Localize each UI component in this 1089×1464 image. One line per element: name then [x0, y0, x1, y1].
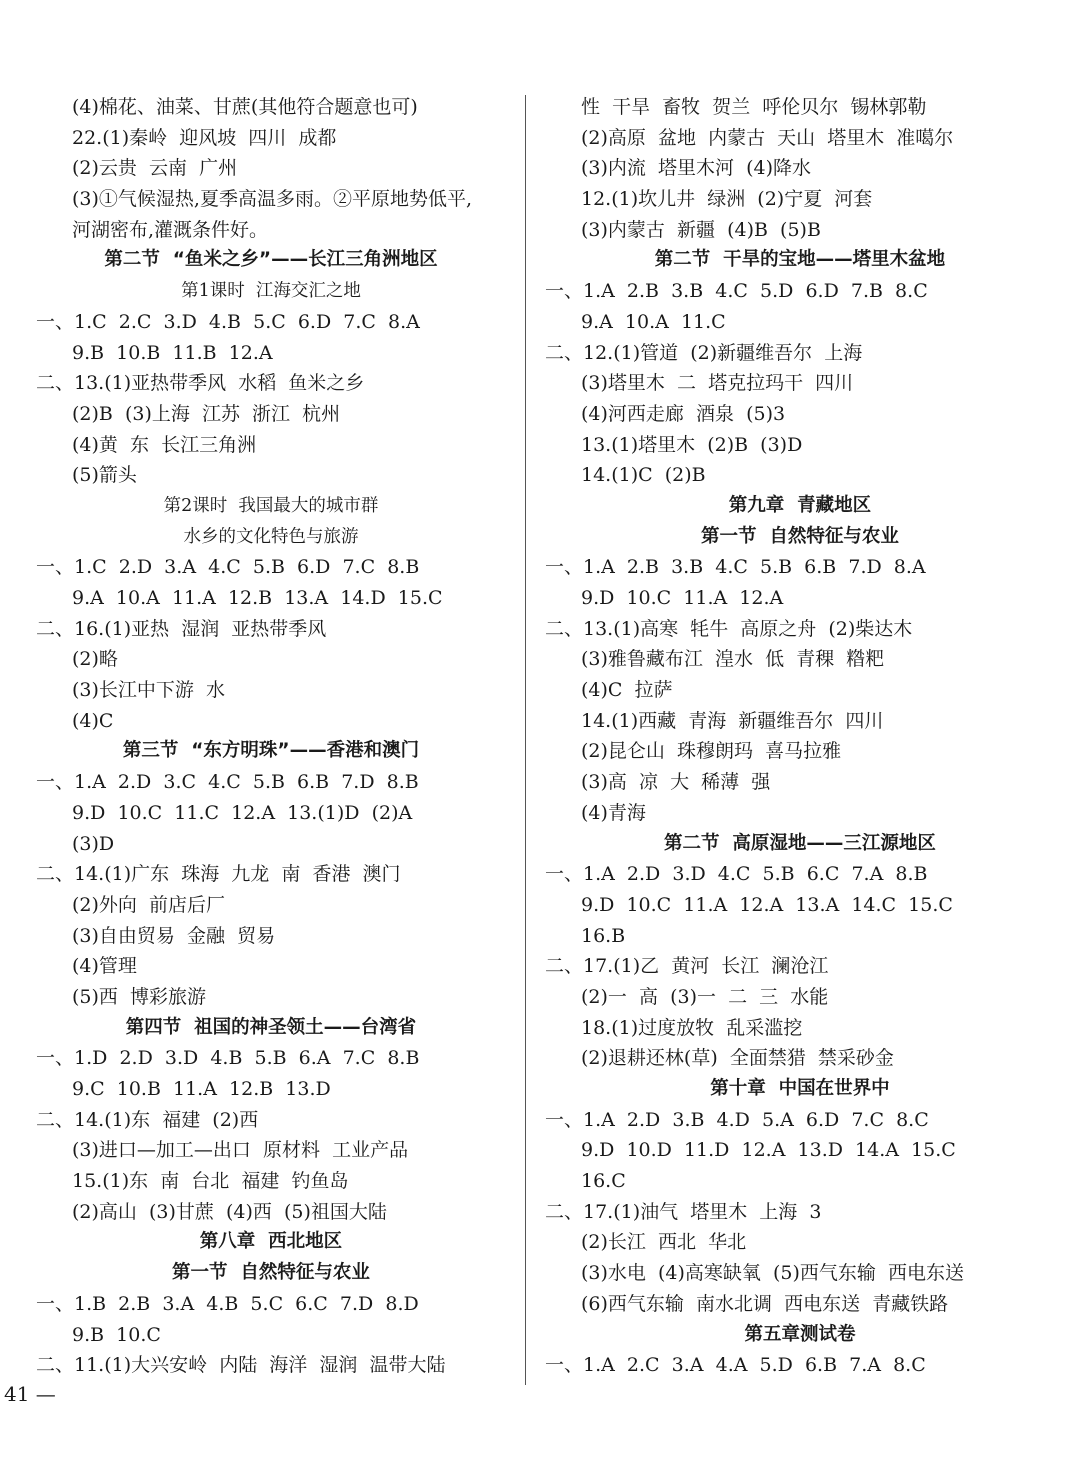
section-heading: 第十章 中国在世界中 [710, 1078, 890, 1099]
answer-line: 14.(1)C (2)B [581, 464, 706, 487]
answer-line: (2)B (3)上海 江苏 浙江 杭州 [72, 402, 341, 425]
answer-line: 性 干旱 畜牧 贺兰 呼伦贝尔 锡林郭勒 [581, 96, 927, 118]
answer-line: (2)高原 盆地 内蒙古 天山 塔里木 准噶尔 [581, 126, 954, 149]
answer-line: 一、1.A 2.B 3.B 4.C 5.D 6.D 7.B 8.C [545, 280, 928, 303]
right-column [545, 92, 1055, 1381]
left-column [36, 92, 506, 1381]
answer-line: 9.A 10.A 11.C [581, 310, 726, 333]
answer-line: (3)雅鲁藏布江 湟水 低 青稞 糌粑 [581, 648, 885, 671]
answer-line: 9.D 10.C 11.C 12.A 13.(1)D (2)A [72, 801, 413, 824]
answer-line: 二、11.(1)大兴安岭 内陆 海洋 湿润 温带大陆 [36, 1354, 446, 1377]
answer-line: (4)河西走廊 酒泉 (5)3 [581, 402, 786, 425]
answer-line: (4)黄 东 长江三角洲 [72, 433, 257, 456]
answer-line: (2)外向 前店后厂 [72, 893, 225, 916]
answer-line: 12.(1)坎儿井 绿洲 (2)宁夏 河套 [581, 188, 873, 211]
answer-line: (2)退耕还林(草) 全面禁猎 禁采砂金 [581, 1047, 894, 1070]
answer-line: 二、12.(1)管道 (2)新疆维吾尔 上海 [545, 341, 863, 364]
lesson-heading: 第1课时 江海交汇之地 [181, 281, 361, 302]
answer-line: (2)云贵 云南 广州 [72, 157, 238, 180]
answer-line: 22.(1)秦岭 迎风坡 四川 成都 [72, 126, 337, 149]
answer-line: 15.(1)东 南 台北 福建 钓鱼岛 [72, 1170, 349, 1193]
answer-line: (2)长江 西北 华北 [581, 1231, 747, 1254]
answer-line: (3)进口—加工—出口 原材料 工业产品 [72, 1139, 409, 1162]
answer-line: 二、13.(1)高寒 牦牛 高原之舟 (2)柴达木 [545, 617, 913, 640]
answer-line: (3)长江中下游 水 [72, 679, 225, 702]
section-heading: 第一节 自然特征与农业 [701, 525, 899, 547]
section-heading: 第二节 “鱼米之乡”——长江三角洲地区 [104, 249, 438, 271]
answer-line: 河湖密布,灌溉条件好。 [72, 218, 269, 241]
answer-line: 13.(1)塔里木 (2)B (3)D [581, 433, 803, 456]
answer-line: 16.C [581, 1170, 626, 1193]
answer-line: (3)内流 塔里木河 (4)降水 [581, 157, 811, 180]
answer-line: (3)自由贸易 金融 贸易 [72, 924, 276, 947]
answer-line: 9.B 10.B 11.B 12.A [72, 341, 273, 364]
answer-line: 9.D 10.C 11.A 12.A 13.A 14.C 15.C [581, 893, 953, 916]
section-heading: 第二节 干旱的宝地——塔里木盆地 [654, 249, 946, 271]
answer-line: 9.A 10.A 11.A 12.B 13.A 14.D 15.C [72, 587, 443, 609]
answer-line: 一、1.A 2.D 3.D 4.C 5.B 6.C 7.A 8.B [545, 863, 928, 886]
answer-line: 一、1.C 2.D 3.A 4.C 5.B 6.D 7.C 8.B [36, 556, 420, 579]
answer-line: 9.D 10.D 11.D 12.A 13.D 14.A 15.C [581, 1139, 956, 1162]
answer-line: 一、1.C 2.C 3.D 4.B 5.C 6.D 7.C 8.A [36, 310, 420, 333]
section-heading: 第三节 “东方明珠”——香港和澳门 [122, 740, 420, 762]
answer-line: (4)C [72, 709, 114, 732]
answer-line: (2)昆仑山 珠穆朗玛 喜马拉雅 [581, 740, 842, 763]
lesson-heading: 水乡的文化特色与旅游 [183, 526, 359, 547]
section-heading: 第一节 自然特征与农业 [172, 1262, 370, 1284]
answer-line: (2)略 [72, 648, 118, 671]
answer-line: (4)棉花、油菜、甘蔗(其他符合题意也可) [72, 96, 418, 118]
answer-line: (4)C 拉萨 [581, 679, 673, 702]
answer-line: (3)①气候湿热,夏季高温多雨。②平原地势低平, [72, 188, 472, 211]
column-divider [525, 95, 526, 1385]
answer-line: 一、1.B 2.B 3.A 4.B 5.C 6.C 7.D 8.D [36, 1292, 419, 1315]
answer-line: (3)D [72, 832, 115, 855]
section-heading: 第八章 西北地区 [199, 1231, 343, 1253]
section-heading: 第五章测试卷 [744, 1323, 856, 1345]
answer-line: (6)西气东输 南水北调 西电东送 青藏铁路 [581, 1292, 949, 1315]
answer-line: 二、16.(1)亚热 湿润 亚热带季风 [36, 617, 327, 640]
answer-line: (2)一 高 (3)一 二 三 水能 [581, 985, 829, 1008]
answer-line: (5)西 博彩旅游 [72, 985, 206, 1008]
page-number: 41 — [4, 1382, 56, 1406]
answer-line: (3)高 凉 大 稀薄 强 [581, 771, 771, 794]
answer-line: 16.B [581, 924, 626, 947]
answer-line: (4)青海 [581, 801, 646, 824]
answer-line: 二、17.(1)油气 塔里木 上海 3 [545, 1200, 822, 1223]
answer-line: 二、13.(1)亚热带季风 水稻 鱼米之乡 [36, 372, 365, 395]
answer-line: 一、1.A 2.D 3.C 4.C 5.B 6.B 7.D 8.B [36, 771, 419, 794]
answer-line: 一、1.A 2.B 3.B 4.C 5.B 6.B 7.D 8.A [545, 556, 926, 579]
answer-line: 9.B 10.C [72, 1323, 161, 1346]
answer-line: (5)箭头 [72, 464, 137, 487]
answer-line: (2)高山 (3)甘蔗 (4)西 (5)祖国大陆 [72, 1200, 387, 1223]
answer-line: 14.(1)西藏 青海 新疆维吾尔 四川 [581, 709, 884, 732]
section-heading: 第九章 青藏地区 [728, 494, 872, 516]
answer-line: 18.(1)过度放牧 乱采滥挖 [581, 1016, 803, 1039]
answer-line: 一、1.A 2.D 3.B 4.D 5.A 6.D 7.C 8.C [545, 1108, 929, 1131]
answer-line: (3)内蒙古 新疆 (4)B (5)B [581, 218, 821, 241]
lesson-heading: 第2课时 我国最大的城市群 [163, 495, 379, 516]
answer-line: (3)水电 (4)高寒缺氧 (5)西气东输 西电东送 [581, 1262, 964, 1285]
answer-line: (4)管理 [72, 955, 137, 978]
answer-line: (3)塔里木 二 塔克拉玛干 四川 [581, 372, 854, 395]
answer-line: 一、1.D 2.D 3.D 4.B 5.B 6.A 7.C 8.B [36, 1047, 420, 1070]
answer-line: 9.C 10.B 11.A 12.B 13.D [72, 1078, 331, 1100]
answer-line: 二、14.(1)东 福建 (2)西 [36, 1108, 259, 1131]
section-heading: 第二节 高原湿地——三江源地区 [664, 832, 936, 854]
answer-line: 一、1.A 2.C 3.A 4.A 5.D 6.B 7.A 8.C [545, 1354, 926, 1377]
answer-line: 二、14.(1)广东 珠海 九龙 南 香港 澳门 [36, 863, 401, 886]
section-heading: 第四节 祖国的神圣领土——台湾省 [125, 1016, 417, 1038]
answer-line: 9.D 10.C 11.A 12.A [581, 587, 784, 609]
answer-line: 二、17.(1)乙 黄河 长江 澜沧江 [545, 955, 829, 978]
